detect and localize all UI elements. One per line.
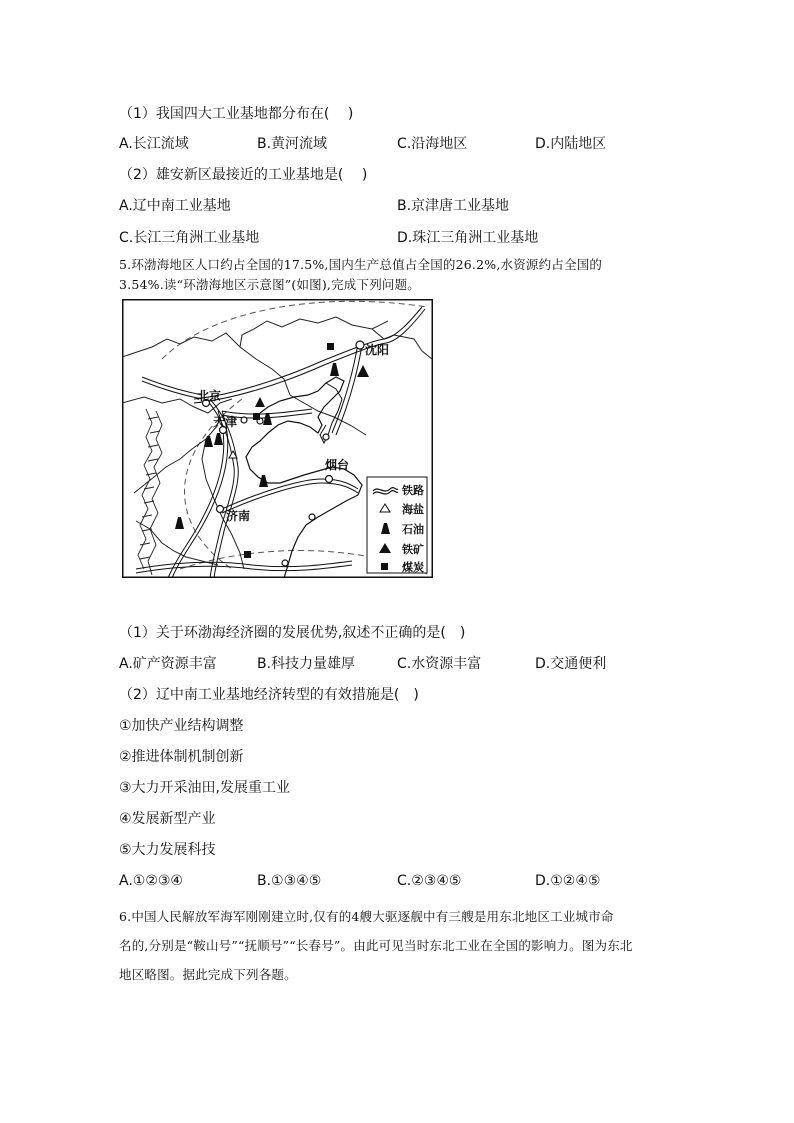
q5-intro-line1: 5.环渤海地区人口约占全国的17.5%,国内生产总值占全国的26.2%,水资源约占全国的 <box>119 257 603 272</box>
legend-oil-label: 石油 <box>402 523 424 536</box>
q4-sub1-option-c[interactable]: C.沿海地区 <box>397 136 468 152</box>
q5-sub2-stem: （2）辽中南工业基地经济转型的有效措施是( ) <box>119 687 419 703</box>
q5-sub2-option-a[interactable]: A.①②③④ <box>119 873 183 889</box>
city-label-beijing: 北京 <box>197 389 222 403</box>
legend-iron-label: 铁矿 <box>402 543 424 556</box>
city-label-tianjin: 天津 <box>213 415 238 429</box>
q5-measure-1: ①加快产业结构调整 <box>119 718 244 734</box>
city-label-yantai: 烟台 <box>325 458 350 472</box>
q6-line2: 名的,分别是“鞍山号”“抚顺号”“长春号”。由此可见当时东北工业在全国的影响力。图为东北 <box>119 938 633 953</box>
q6-line3: 地区略图。据此完成下列各题。 <box>119 967 297 982</box>
q4-sub2-option-d[interactable]: D.珠江三角洲工业基地 <box>397 230 539 246</box>
q5-sub1-option-a[interactable]: A.矿产资源丰富 <box>119 656 217 672</box>
legend-coal-label: 煤炭 <box>402 561 424 574</box>
map-legend <box>367 477 427 574</box>
q5-sub1-option-c[interactable]: C.水资源丰富 <box>397 656 482 672</box>
city-label-shenyang: 沈阳 <box>365 343 390 357</box>
city-label-jinan: 济南 <box>226 509 251 523</box>
q5-sub2-option-b[interactable]: B.①③④⑤ <box>257 873 322 889</box>
q5-intro-line2: 3.54%.读“环渤海地区示意图”(如图),完成下列问题。 <box>119 277 420 292</box>
q5-sub1-option-b[interactable]: B.科技力量雄厚 <box>257 656 356 672</box>
q5-measure-2: ②推进体制机制创新 <box>119 749 244 765</box>
q5-measure-5: ⑤大力发展科技 <box>119 842 216 858</box>
q4-sub2-stem: （2）雄安新区最接近的工业基地是( ) <box>119 167 368 183</box>
q5-measure-3: ③大力开采油田,发展重工业 <box>119 780 291 796</box>
bohai-region-map <box>122 299 433 578</box>
q4-sub1-option-d[interactable]: D.内陆地区 <box>535 136 607 152</box>
q4-sub1-option-a[interactable]: A.长江流域 <box>119 136 189 152</box>
q4-sub2-option-c[interactable]: C.长江三角洲工业基地 <box>119 230 260 246</box>
q4-sub1-option-b[interactable]: B.黄河流域 <box>257 136 328 152</box>
q6-line1: 6.中国人民解放军海军刚刚建立时,仅有的4艘大驱逐舰中有三艘是用东北地区工业城市命 <box>119 909 614 924</box>
q5-measure-4: ④发展新型产业 <box>119 811 216 827</box>
q5-sub1-option-d[interactable]: D.交通便利 <box>535 656 607 672</box>
legend-salt-label: 海盐 <box>402 503 424 516</box>
q5-sub2-option-c[interactable]: C.②③④⑤ <box>397 873 462 889</box>
legend-railway-label: 铁路 <box>402 484 424 497</box>
q4-sub1-stem: （1）我国四大工业基地都分布在( ) <box>119 106 354 122</box>
q5-sub2-option-d[interactable]: D.①②④⑤ <box>535 873 601 889</box>
q4-sub2-option-b[interactable]: B.京津唐工业基地 <box>397 198 510 214</box>
q5-sub1-stem: （1）关于环渤海经济圈的发展优势,叙述不正确的是( ) <box>119 625 466 641</box>
q4-sub2-option-a[interactable]: A.辽中南工业基地 <box>119 198 231 214</box>
